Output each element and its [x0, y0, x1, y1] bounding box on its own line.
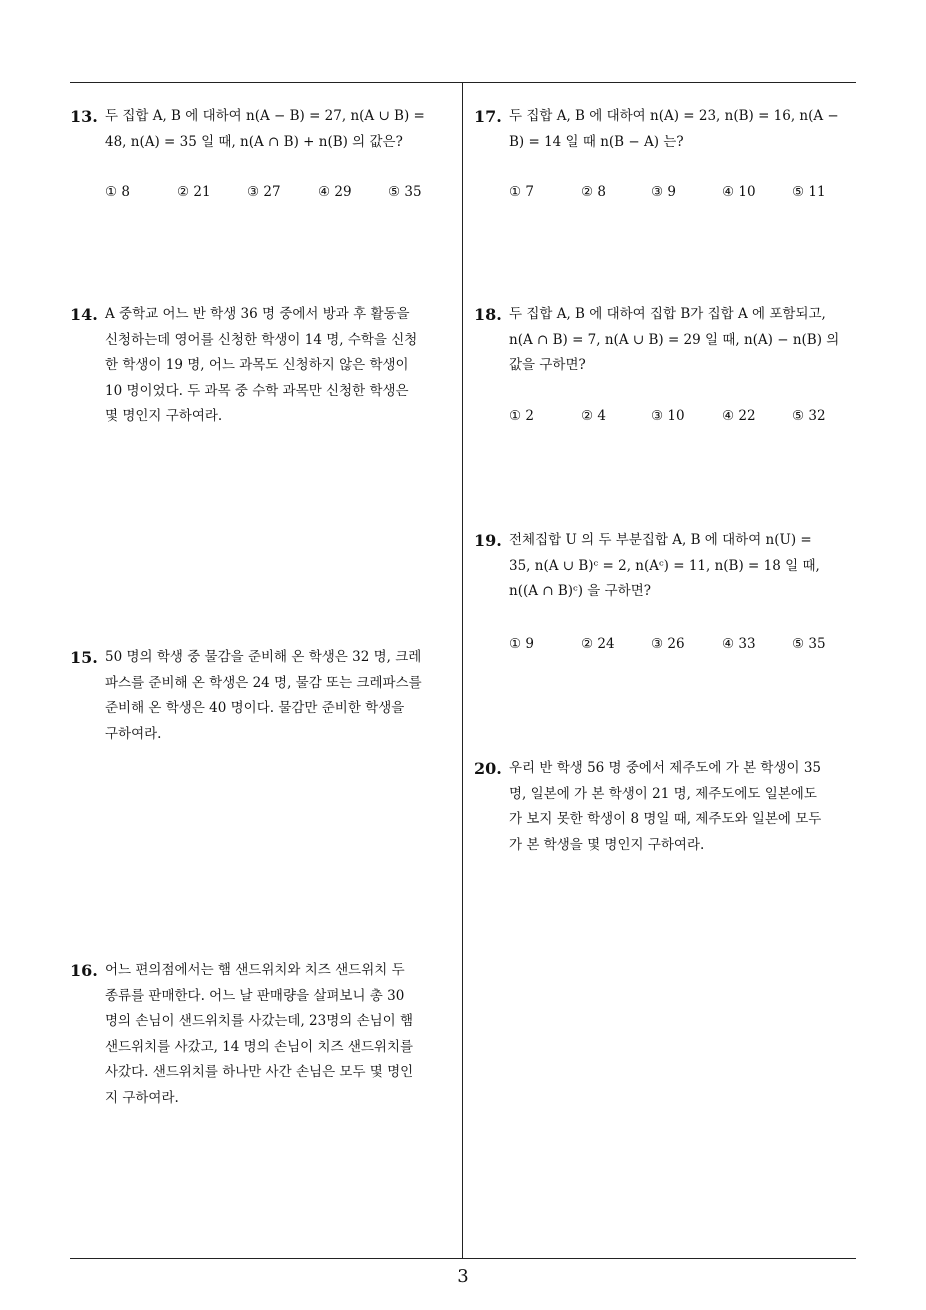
question-line: 사갔다. 샌드위치를 하나만 사간 손님은 모두 몇 명인: [105, 1064, 414, 1080]
question-line: 어느 편의점에서는 햄 샌드위치와 치즈 샌드위치 두: [105, 962, 405, 978]
question-18: [474, 302, 859, 424]
question-line: 두 집합 A, B 에 대하여 n(A − B) = 27, n(A ∪ B) =: [105, 108, 425, 124]
question-line: 명, 일본에 가 본 학생이 21 명, 제주도에도 일본에도: [509, 785, 817, 802]
question-number: 20.: [474, 759, 502, 778]
question-text: [105, 302, 455, 430]
question-line: 50 명의 학생 중 물감을 준비해 온 학생은 32 명, 크레: [105, 649, 422, 665]
choice-1[interactable]: ① 9: [509, 636, 534, 652]
question-line: 두 집합 A, B 에 대하여 n(A) = 23, n(B) = 16, n(A −: [509, 108, 839, 124]
question-number: 17.: [474, 107, 502, 126]
page-number: 3: [457, 1266, 469, 1287]
choice-2[interactable]: ② 24: [581, 636, 615, 652]
choice-3[interactable]: ③ 27: [247, 184, 281, 200]
question-line: 샌드위치를 사갔고, 14 명의 손님이 치즈 샌드위치를: [105, 1038, 414, 1055]
column-divider: [462, 82, 463, 1258]
question-number: 13.: [70, 107, 98, 126]
question-line: 두 집합 A, B 에 대하여 집합 B가 집합 A 에 포함되고,: [509, 306, 826, 322]
choice-5[interactable]: ⑤ 35: [792, 636, 826, 652]
choice-2[interactable]: ② 8: [581, 184, 606, 200]
choice-1[interactable]: ① 8: [105, 184, 130, 200]
choice-1[interactable]: ① 7: [509, 184, 534, 200]
question-text: [509, 104, 859, 155]
question-number: 15.: [70, 648, 98, 667]
question-line: 신청하는데 영어를 신청한 학생이 14 명, 수학을 신청: [105, 331, 418, 348]
question-line: n((A ∩ B)ᶜ) 을 구하면?: [509, 583, 651, 599]
question-line: 48, n(A) = 35 일 때, n(A ∩ B) + n(B) 의 값은?: [105, 133, 403, 150]
question-line: 지 구하여라.: [105, 1089, 179, 1106]
choice-3[interactable]: ③ 26: [651, 636, 685, 652]
question-line: 준비해 온 학생은 40 명이다. 물감만 준비한 학생을: [105, 700, 405, 716]
choice-4[interactable]: ④ 33: [722, 636, 756, 652]
question-text: [509, 756, 859, 858]
question-number: 16.: [70, 961, 98, 980]
question-number: 19.: [474, 531, 502, 550]
choice-5[interactable]: ⑤ 32: [792, 408, 826, 424]
question-text: [509, 528, 859, 605]
question-text: [105, 104, 455, 155]
choice-2[interactable]: ② 21: [177, 184, 211, 200]
choice-4[interactable]: ④ 10: [722, 184, 756, 200]
question-number: 14.: [70, 305, 98, 324]
question-line: n(A ∩ B) = 7, n(A ∪ B) = 29 일 때, n(A) − n(B) 의: [509, 331, 840, 348]
question-number: 18.: [474, 305, 502, 324]
bottom-rule: [70, 1258, 856, 1259]
question-text: [105, 958, 455, 1111]
question-text: [509, 302, 859, 379]
question-15: [70, 645, 455, 747]
question-line: 명의 손님이 샌드위치를 사갔는데, 23명의 손님이 햄: [105, 1013, 414, 1029]
question-line: 한 학생이 19 명, 어느 과목도 신청하지 않은 학생이: [105, 357, 409, 373]
question-line: 우리 반 학생 56 명 중에서 제주도에 가 본 학생이 35: [509, 760, 822, 776]
choice-2[interactable]: ② 4: [581, 408, 606, 424]
question-text: [105, 645, 455, 747]
choice-5[interactable]: ⑤ 35: [388, 184, 422, 200]
question-17: [474, 104, 859, 200]
question-16: [70, 958, 455, 1111]
question-line: B) = 14 일 때 n(B − A) 는?: [509, 133, 684, 150]
question-20: [474, 756, 859, 858]
question-line: 가 보지 못한 학생이 8 명일 때, 제주도와 일본에 모두: [509, 811, 822, 827]
choice-3[interactable]: ③ 10: [651, 408, 685, 424]
top-rule: [70, 82, 856, 83]
question-19: [474, 528, 859, 652]
question-line: 몇 명인지 구하여라.: [105, 408, 223, 424]
choice-4[interactable]: ④ 22: [722, 408, 756, 424]
question-line: 값을 구하면?: [509, 357, 586, 373]
choice-4[interactable]: ④ 29: [318, 184, 352, 200]
question-line: 종류를 판매한다. 어느 날 판매량을 살펴보니 총 30: [105, 987, 405, 1004]
choice-3[interactable]: ③ 9: [651, 184, 676, 200]
question-13: [70, 104, 455, 200]
question-14: [70, 302, 455, 430]
question-line: 10 명이었다. 두 과목 중 수학 과목만 신청한 학생은: [105, 382, 409, 399]
question-line: 구하여라.: [105, 725, 162, 742]
question-line: 파스를 준비해 온 학생은 24 명, 물감 또는 크레파스를: [105, 674, 422, 691]
question-line: 가 본 학생을 몇 명인지 구하여라.: [509, 836, 705, 853]
choice-1[interactable]: ① 2: [509, 408, 534, 424]
question-line: A 중학교 어느 반 학생 36 명 중에서 방과 후 활동을: [105, 306, 410, 322]
question-line: 전체집합 U 의 두 부분집합 A, B 에 대하여 n(U) =: [509, 532, 812, 548]
choice-5[interactable]: ⑤ 11: [792, 184, 826, 200]
question-line: 35, n(A ∪ B)ᶜ = 2, n(Aᶜ) = 11, n(B) = 18 일 때,: [509, 557, 820, 574]
